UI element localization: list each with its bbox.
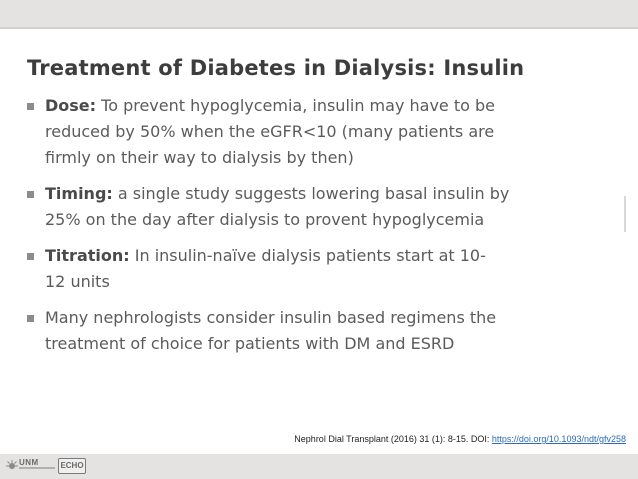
bullet-line: 12 units [45,272,110,291]
bullet-dose [27,93,617,171]
echo-logo: ECHO [58,458,86,474]
unm-sun-icon [6,460,18,471]
bullet-nephrologists [27,305,617,357]
bullet-square-icon [27,191,34,198]
bullet-line: Many nephrologists consider insulin based regimens the [45,308,497,327]
bullet-line: To prevent hypoglycemia, insulin may have to be [96,96,495,115]
bullet-line: reduced by 50% when the eGFR<10 (many patients are [45,122,495,141]
bullet-line: 25% on the day after dialysis to provent hypoglycemia [45,210,485,229]
header-band [0,0,638,27]
bullet-line: firmly on their way to dialysis by then) [45,148,354,167]
doi-link[interactable]: https://doi.org/10.1093/ndt/gfv258 [491,434,626,444]
bullet-titration [27,243,617,295]
bullet-line: In insulin-naïve dialysis patients start at 10- [129,246,486,265]
slide-title: Treatment of Diabetes in Dialysis: Insulin [27,56,525,80]
bullet-label: Timing: [45,184,113,203]
bullet-square-icon [27,253,34,260]
bullet-label: Dose: [45,96,97,115]
citation [294,434,626,444]
bullet-square-icon [27,315,34,322]
bullet-timing [27,181,617,233]
unm-logo-text: UNM [19,458,39,467]
scrollbar[interactable] [624,196,626,232]
citation-text: Nephrol Dial Transplant (2016) 31 (1): 8-15. DOI: [294,434,492,444]
footer-band [0,454,638,479]
bullet-line: treatment of choice for patients with DM and ESRD [45,334,455,353]
bullet-list [27,93,617,367]
header-rule [0,27,638,29]
bullet-label: Titration: [45,246,130,265]
unm-logo [6,458,54,474]
unm-logo-subline [19,467,55,469]
bullet-square-icon [27,103,34,110]
bullet-line: a single study suggests lowering basal insulin by [112,184,510,203]
